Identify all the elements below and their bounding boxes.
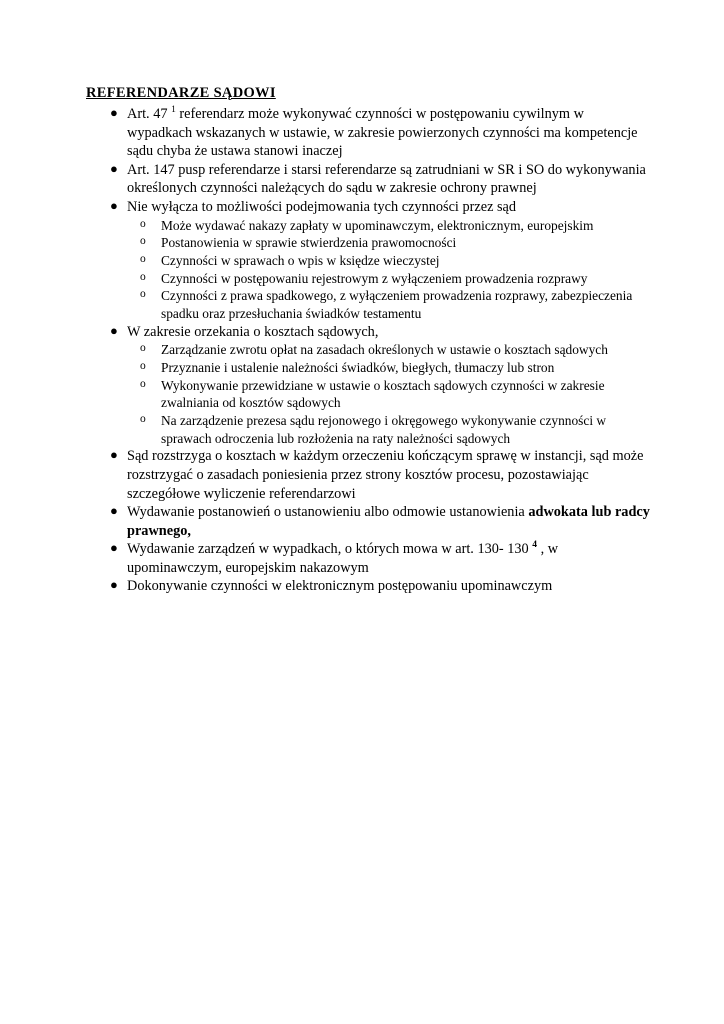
sub-list-item-text: Na zarządzenie prezesa sądu rejonowego i okręgowego wykonywanie czynności w sprawach odroczenia lub rozłożenia na raty należności sądowych <box>161 413 607 446</box>
bullet-icon: ● <box>110 503 118 519</box>
text-run: adwokata lub radcy prawnego, <box>127 504 650 539</box>
sub-list-item <box>127 217 652 235</box>
sub-bullet-icon: o <box>140 252 146 265</box>
bullet-icon: ● <box>110 447 118 463</box>
sub-list-item-text: Czynności w sprawach o wpis w księdze wieczystej <box>161 252 440 268</box>
sub-list <box>127 217 652 323</box>
list-item <box>86 323 652 448</box>
list-item-text <box>127 161 652 198</box>
sub-list-item <box>127 252 652 270</box>
bullet-icon: ● <box>110 322 118 338</box>
sub-bullet-icon: o <box>140 235 146 248</box>
superscript-text: 1 <box>171 105 176 116</box>
page-title: REFERENDARZE SĄDOWI <box>86 85 276 101</box>
sub-list-item-text: Postanowienia w sprawie stwierdzenia prawomocności <box>161 235 457 251</box>
bullet-icon: ● <box>110 540 118 556</box>
sub-bullet-icon: o <box>140 270 146 283</box>
list-item <box>86 577 652 596</box>
sub-list-item-text: Może wydawać nakazy zapłaty w upominawczym, elektronicznym, europejskim <box>161 217 594 233</box>
text-run: Art. 147 pusp referendarze i starsi referendarze są zatrudniani w SR i SO do wykonywania określonych czynności należących do sądu w zakresie ochrony prawnej <box>127 161 646 197</box>
sub-bullet-icon: o <box>140 342 146 355</box>
sub-list <box>127 341 652 447</box>
list-item <box>86 447 652 503</box>
document-content <box>86 84 652 596</box>
text-run: Dokonywanie czynności w elektronicznym postępowaniu upominawczym <box>127 578 553 595</box>
bullet-icon: ● <box>110 105 118 121</box>
text-run: Sąd rozstrzyga o kosztach w każdym orzeczeniu kończącym sprawę w instancji, sąd może rozstrzygać o zasadach poniesienia przez strony kosztów procesu, pozostawiając szczegółowe wyliczenie referendarzowi <box>127 448 644 502</box>
list-item-text <box>127 323 652 342</box>
sub-bullet-icon: o <box>140 288 146 301</box>
list-item-text <box>127 577 652 596</box>
text-run: W zakresie orzekania o kosztach sądowych, <box>127 323 379 340</box>
sub-list-item-text: Wykonywanie przewidziane w ustawie o kosztach sądowych czynności w zakresie zwalniania od kosztów sądowych <box>161 377 605 411</box>
text-run: Art. 47 <box>127 106 172 123</box>
sub-list-item-text: Przyznanie i ustalenie należności świadków, biegłych, tłumaczy lub stron <box>161 359 555 375</box>
list-item <box>86 105 652 161</box>
list-item-text <box>127 198 652 217</box>
text-run: referendarz może wykonywać czynności w postępowaniu cywilnym w wypadkach wskazanych w ustawie, w zakresie powierzonych czynności ma kompetencje sądu chyba że ustawa stanowi inaczej <box>127 106 638 160</box>
sub-list-item <box>127 341 652 359</box>
list-item-text <box>127 540 652 577</box>
bullet-icon: ● <box>110 160 118 176</box>
text-run: Wydawanie postanowień o ustanowieniu albo odmowie ustanowienia <box>127 504 529 521</box>
list-item-text <box>127 105 652 161</box>
bullet-icon: ● <box>110 577 118 593</box>
sub-bullet-icon: o <box>140 217 146 230</box>
superscript-text: 4 <box>532 540 538 551</box>
sub-list-item <box>127 412 652 447</box>
list-item <box>86 540 652 577</box>
sub-list-item-text: Czynności z prawa spadkowego, z wyłączeniem prowadzenia rozprawy, zabezpieczenia spadku oraz przesłuchania świadków testamentu <box>161 288 633 322</box>
sub-list-item <box>127 287 652 322</box>
text-run: Wydawanie zarządzeń w wypadkach, o których mowa w art. 130- 130 <box>127 541 533 558</box>
list-item <box>86 198 652 323</box>
sub-list-item-text: Zarządzanie zwrotu opłat na zasadach określonych w ustawie o kosztach sądowych <box>161 342 608 358</box>
sub-bullet-icon: o <box>140 377 146 390</box>
sub-bullet-icon: o <box>140 359 146 372</box>
bullet-icon: ● <box>110 198 118 214</box>
list-item <box>86 161 652 198</box>
sub-list-item <box>127 359 652 377</box>
list-item-text <box>127 503 652 540</box>
sub-list-item <box>127 270 652 288</box>
text-run: , w upominawczym, europejskim nakazowym <box>127 541 559 576</box>
sub-list-item <box>127 234 652 252</box>
outline-list <box>86 105 652 596</box>
sub-bullet-icon: o <box>140 413 146 426</box>
sub-list-item <box>127 377 652 412</box>
sub-list-item-text: Czynności w postępowaniu rejestrowym z wyłączeniem prowadzenia rozprawy <box>161 270 588 286</box>
list-item <box>86 503 652 540</box>
text-run: Nie wyłącza to możliwości podejmowania tych czynności przez sąd <box>127 199 517 216</box>
list-item-text <box>127 447 652 503</box>
